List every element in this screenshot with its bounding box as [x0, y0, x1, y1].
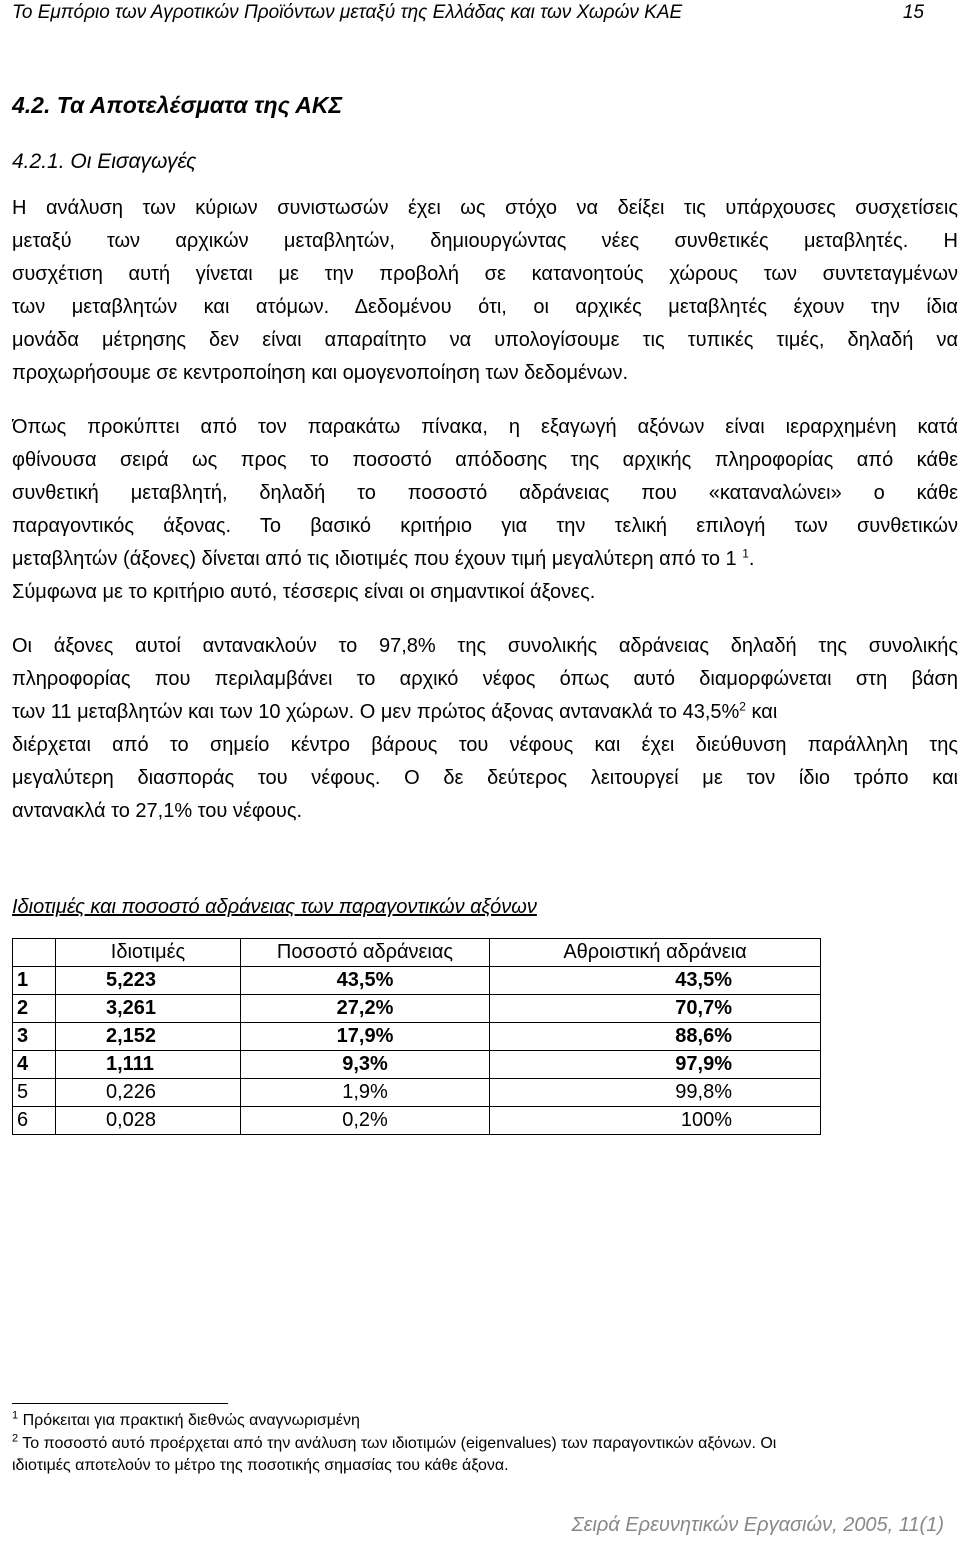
table-row — [13, 1079, 821, 1107]
table-caption: Ιδιοτιμές και ποσοστό αδράνειας των παραγοντικών αξόνων — [12, 896, 537, 918]
paragraph-2 — [12, 411, 958, 609]
footnote-1 — [12, 1410, 958, 1432]
axis-number: 3 — [13, 1023, 56, 1051]
inertia-percent: 0,2% — [241, 1107, 490, 1135]
paragraph-3 — [12, 630, 958, 828]
cumulative-inertia: 100% — [490, 1107, 821, 1135]
paragraph-line: διέρχεται από το σημείο κέντρο βάρους του νέφους και έχει διεύθυνση παράλληλη της — [12, 734, 958, 756]
footnote-text-continued: ιδιοτιμές αποτελούν το μέτρο της ποσοτικής σημασίας του κάθε άξονα. — [12, 1457, 509, 1474]
subsection-heading: 4.2.1. Οι Εισαγωγές — [12, 150, 197, 173]
footnote-text: Πρόκειται για πρακτική διεθνώς αναγνωρισμένη — [22, 1412, 360, 1429]
header-cell: Ποσοστό αδράνειας — [241, 939, 490, 967]
cumulative-inertia: 88,6% — [490, 1023, 821, 1051]
paragraph-line: Σύμφωνα με το κριτήριο αυτό, τέσσερις είναι οι σημαντικοί άξονες. — [12, 581, 596, 603]
paragraph-line: μεγαλύτερη διασποράς του νέφους. Ο δε δεύτερος λειτουργεί με τον ίδιο τρόπο και — [12, 767, 958, 789]
footnote-mark: 1 — [12, 1409, 19, 1422]
paragraph-line-text: μεταβλητών (άξονες) δίνεται από τις ιδιοτιμές που έχουν τιμή μεγαλύτερη από το 1 — [12, 548, 737, 570]
paragraph-1 — [12, 192, 958, 390]
table-row — [13, 995, 821, 1023]
header-cell: Ιδιοτιμές — [56, 939, 241, 967]
footnote-ref[interactable]: 1 — [742, 546, 749, 561]
axis-number: 5 — [13, 1079, 56, 1107]
cumulative-inertia: 97,9% — [490, 1051, 821, 1079]
table-row — [13, 1107, 821, 1135]
header-title: Το Εμπόριο των Αγροτικών Προϊόντων μεταξύ της Ελλάδας και των Χωρών ΚΑΕ — [12, 2, 683, 23]
table-row — [13, 967, 821, 995]
table-row — [13, 1023, 821, 1051]
eigenvalue: 0,028 — [56, 1107, 241, 1135]
paragraph-line-with-footnote — [12, 543, 958, 576]
header-cell: Αθροιστική αδράνεια — [490, 939, 821, 967]
axis-number: 4 — [13, 1051, 56, 1079]
eigenvalue: 0,226 — [56, 1079, 241, 1107]
running-header — [12, 2, 944, 26]
axis-number: 6 — [13, 1107, 56, 1135]
eigenvalues-table — [12, 938, 821, 1135]
footnote-2 — [12, 1433, 958, 1477]
paragraph-line-suffix: και — [745, 701, 778, 723]
cumulative-inertia: 99,8% — [490, 1079, 821, 1107]
table-row — [13, 1051, 821, 1079]
paragraph-line: Οι άξονες αυτοί αντανακλούν το 97,8% της συνολικής αδράνειας δηλαδή της συνολικής — [12, 635, 958, 657]
paragraph-line: αντανακλά το 27,1% του νέφους. — [12, 800, 303, 822]
section-heading: 4.2. Τα Αποτελέσματα της ΑΚΣ — [12, 92, 343, 118]
eigenvalue: 2,152 — [56, 1023, 241, 1051]
paragraph-line-text: των 11 μεταβλητών και των 10 χώρων. Ο μεν πρώτος άξονας αντανακλά το 43,5% — [12, 701, 740, 723]
footnote-text: Το ποσοστό αυτό προέρχεται από την ανάλυση των ιδιοτιμών (eigenvalues) των παραγοντικών αξόνων. Οι — [22, 1435, 777, 1452]
paragraph-line-with-footnote — [12, 696, 958, 729]
footnote-divider — [12, 1403, 228, 1404]
table-header-row — [13, 939, 821, 967]
paragraph-line: των μεταβλητών και ατόμων. Δεδομένου ότι, οι αρχικές μεταβλητές έχουν την ίδια — [12, 296, 958, 318]
paragraph-line: συνθετική μεταβλητή, δηλαδή το ποσοστό αδράνειας που «καταναλώνει» ο κάθε — [12, 482, 958, 504]
eigenvalue: 5,223 — [56, 967, 241, 995]
inertia-percent: 9,3% — [241, 1051, 490, 1079]
paragraph-line: συσχέτιση αυτή γίνεται με την προβολή σε κατανοητούς χώρους των συντεταγμένων — [12, 263, 958, 285]
paragraph-line: Η ανάλυση των κύριων συνιστωσών έχει ως στόχο να δείξει τις υπάρχουσες συσχετίσεις — [12, 197, 958, 219]
axis-number: 2 — [13, 995, 56, 1023]
footnote-mark: 2 — [12, 1432, 19, 1445]
axis-number: 1 — [13, 967, 56, 995]
paragraph-line: Όπως προκύπτει από τον παρακάτω πίνακα, η εξαγωγή αξόνων είναι ιεραρχημένη κατά — [12, 416, 958, 438]
paragraph-line-suffix: . — [748, 548, 755, 570]
page-number: 15 — [902, 2, 924, 23]
paragraph-line: πληροφορίας που περιλαμβάνει το αρχικό νέφος όπως αυτό διαμορφώνεται στη βάση — [12, 668, 958, 690]
inertia-percent: 43,5% — [241, 967, 490, 995]
paragraph-line: φθίνουσα σειρά ως προς το ποσοστό απόδοσης της αρχικής πληροφορίας από κάθε — [12, 449, 958, 471]
paragraph-line: μεταξύ των αρχικών μεταβλητών, δημιουργώντας νέες συνθετικές μεταβλητές. Η — [12, 230, 958, 252]
inertia-percent: 27,2% — [241, 995, 490, 1023]
inertia-percent: 17,9% — [241, 1023, 490, 1051]
header-cell — [13, 939, 56, 967]
paragraph-line: προχωρήσουμε σε κεντροποίηση και ομογενοποίηση των δεδομένων. — [12, 362, 629, 384]
inertia-percent: 1,9% — [241, 1079, 490, 1107]
cumulative-inertia: 70,7% — [490, 995, 821, 1023]
series-footer: Σειρά Ερευνητικών Εργασιών, 2005, 11(1) — [571, 1514, 944, 1536]
eigenvalue: 1,111 — [56, 1051, 241, 1079]
paragraph-line: παραγοντικός άξονας. Το βασικό κριτήριο για την τελική επιλογή των συνθετικών — [12, 515, 958, 537]
footnote-ref[interactable]: 2 — [739, 699, 746, 714]
paragraph-line: μονάδα μέτρησης δεν είναι απαραίτητο να υπολογίσουμε τις τυπικές τιμές, δηλαδή να — [12, 329, 958, 351]
eigenvalue: 3,261 — [56, 995, 241, 1023]
cumulative-inertia: 43,5% — [490, 967, 821, 995]
